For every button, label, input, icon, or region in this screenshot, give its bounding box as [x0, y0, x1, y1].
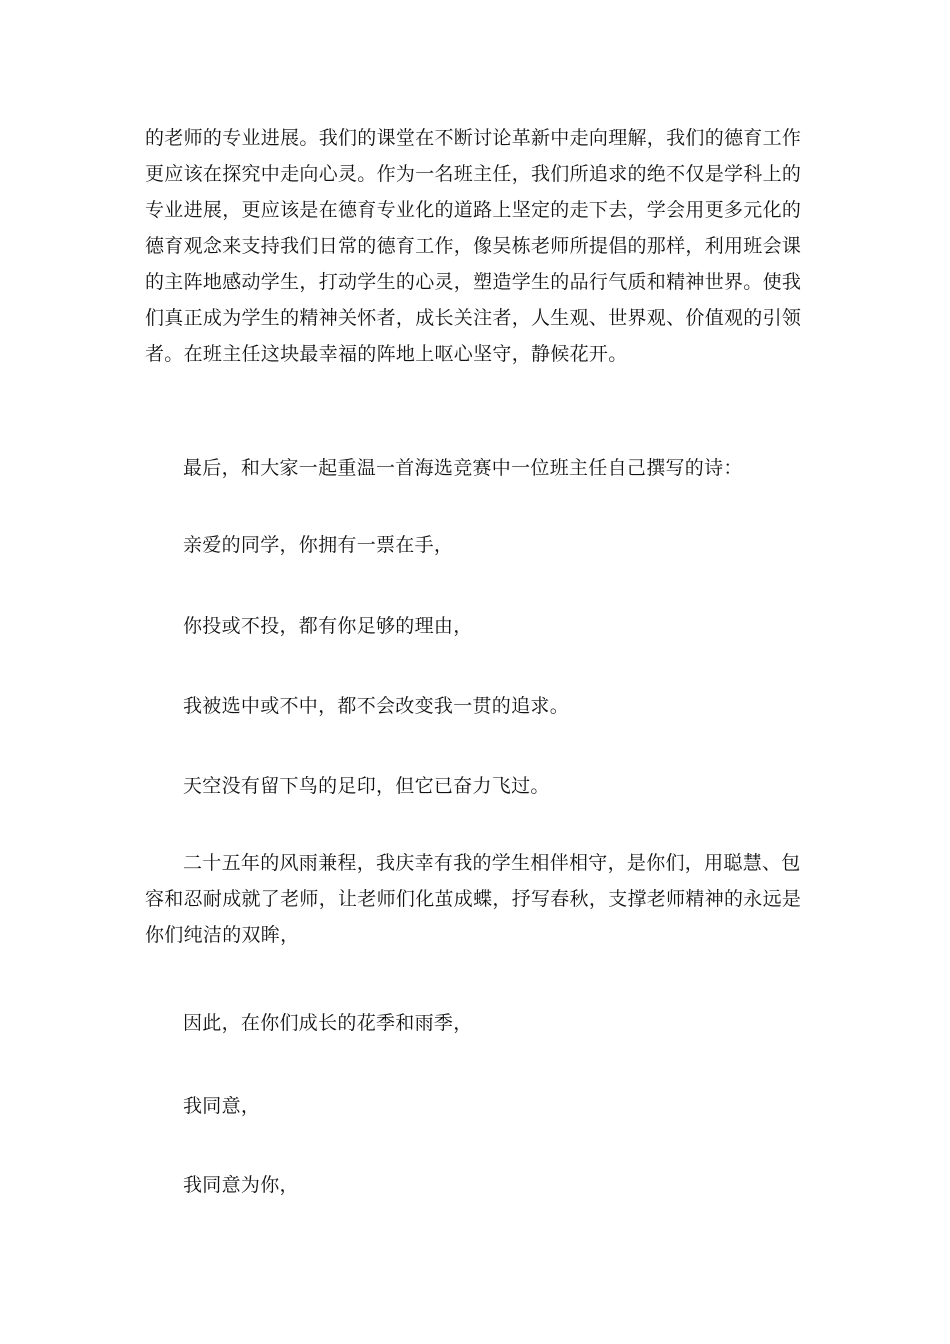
poem-line: 因此，在你们成长的花季和雨季， — [183, 1012, 473, 1034]
text-line: 者。在班主任这块最幸福的阵地上呕心坚守，静候花开。 — [145, 343, 628, 365]
poem-line: 我被选中或不中，都不会改变我一贯的追求。 — [183, 695, 570, 717]
text-line: 的主阵地感动学生，打动学生的心灵，塑造学生的品行气质和精神世界。使我 — [145, 271, 802, 293]
paragraph-poem-stanza — [145, 845, 805, 953]
poem-line: 我同意， — [183, 1095, 261, 1117]
text-line: 们真正成为学生的精神关怀者，成长关注者，人生观、世界观、价值观的引领 — [145, 307, 802, 329]
poem-line: 亲爱的同学，你拥有一票在手， — [183, 534, 454, 556]
text-line: 德育观念来支持我们日常的德育工作，像吴栋老师所提倡的那样，利用班会课 — [145, 235, 802, 257]
text-line: 专业进展，更应该是在德育专业化的道路上坚定的走下去，学会用更多元化的 — [145, 199, 802, 221]
poem-line: 天空没有留下鸟的足印，但它已奋力飞过。 — [183, 775, 550, 797]
text-line: 你们纯洁的双眸， — [145, 924, 300, 946]
poem-line: 你投或不投，都有你足够的理由， — [183, 615, 473, 637]
paragraph-conclusion — [145, 120, 805, 372]
poem-line: 我同意为你， — [183, 1174, 299, 1196]
text-line: 的老师的专业进展。我们的课堂在不断讨论革新中走向理解，我们的德育工作 — [145, 127, 802, 149]
text-line: 二十五年的风雨兼程，我庆幸有我的学生相伴相守，是你们，用聪慧、包 — [183, 852, 801, 874]
text-line: 容和忍耐成就了老师，让老师们化茧成蝶，抒写春秋，支撑老师精神的永远是 — [145, 888, 802, 910]
paragraph-intro-poem: 最后，和大家一起重温一首海选竞赛中一位班主任自己撰写的诗： — [183, 457, 743, 479]
text-line: 更应该在探究中走向心灵。作为一名班主任，我们所追求的绝不仅是学科上的 — [145, 163, 802, 185]
